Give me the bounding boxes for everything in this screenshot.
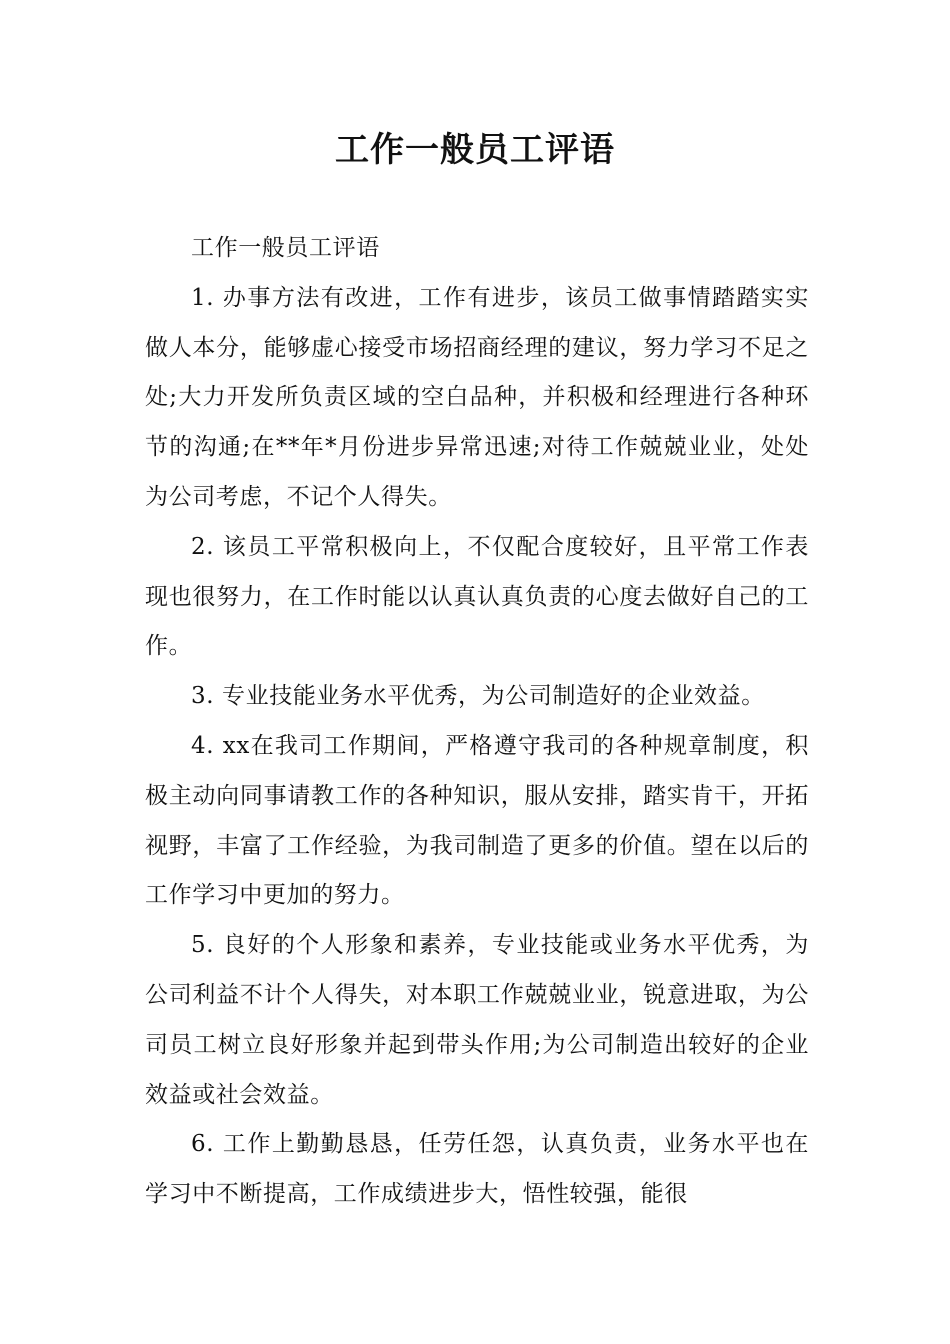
document-subtitle: 工作一般员工评语 xyxy=(191,235,380,261)
document-body xyxy=(145,224,809,1220)
paragraph-4: 4. xx在我司工作期间，严格遵守我司的各种规章制度，积极主动向同事请教工作的各种知识，服从安排，踏实肯干，开拓视野，丰富了工作经验，为我司制造了更多的价值。望在以后的工作学习中更加的努力。 xyxy=(145,732,809,909)
paragraph-1: 1. 办事方法有改进，工作有进步，该员工做事情踏踏实实做人本分，能够虚心接受市场招商经理的建议，努力学习不足之处;大力开发所负责区域的空白品种，并积极和经理进行各种环节的沟通;在**年*月份进步异常迅速;对待工作兢兢业业，处处为公司考虑，不记个人得失。 xyxy=(145,284,809,510)
document-title: 工作一般员工评语 xyxy=(335,130,615,170)
paragraph-6: 6. 工作上勤勤恳恳，任劳任怨，认真负责，业务水平也在学习中不断提高，工作成绩进步大，悟性较强，能很 xyxy=(145,1131,809,1208)
paragraph-2: 2. 该员工平常积极向上，不仅配合度较好，且平常工作表现也很努力，在工作时能以认真认真负责的心度去做好自己的工作。 xyxy=(145,533,809,660)
paragraph-3: 3. 专业技能业务水平优秀，为公司制造好的企业效益。 xyxy=(191,683,765,710)
paragraph-5: 5. 良好的个人形象和素养，专业技能或业务水平优秀，为公司利益不计个人得失，对本职工作兢兢业业，锐意进取，为公司员工树立良好形象并起到带头作用;为公司制造出较好的企业效益或社会效益。 xyxy=(145,932,809,1108)
